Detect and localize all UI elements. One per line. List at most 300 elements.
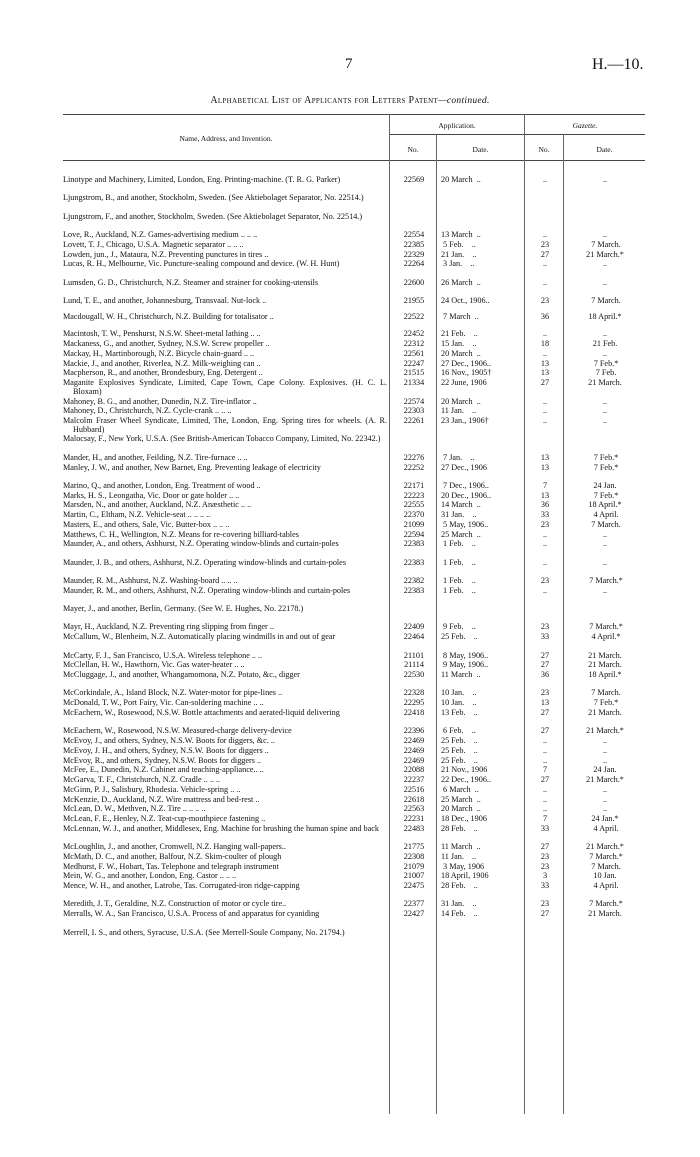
applicant-text: Maunder, A., and others, Ashhurst, N.Z. Operating window-blinds and curtain-poles <box>63 539 339 549</box>
applicant-entry <box>63 805 387 814</box>
applicant-text: Maunder, R. M., Ashhurst, N.Z. Washing-board .. .. .. <box>63 576 238 586</box>
application-number: 21515 <box>403 368 425 378</box>
application-number: 21334 <box>403 378 425 388</box>
gazette-date: 7 March. <box>589 239 621 249</box>
gazette-date: 21 March. <box>588 378 622 388</box>
gazette-number: 13 <box>540 462 550 472</box>
applicant-entry <box>63 330 387 339</box>
gazette-number: 27 <box>540 726 550 736</box>
applicant-entry <box>63 737 387 746</box>
applicant-entry <box>63 340 387 349</box>
applicant-text: McEachern, W., Rosewood, N.S.W. Measured-charge delivery-device <box>63 726 292 736</box>
application-number: 22264 <box>403 259 425 269</box>
applicant-text: Marks, H. S., Leongatha, Vic. Door or gate holder .. .. <box>63 490 240 500</box>
gazette-date: 21 March. <box>588 909 622 919</box>
application-date: 5 Feb. .. <box>441 239 476 249</box>
applicant-entry <box>63 464 387 473</box>
applicant-text: Mackie, J., and another, Riverlea, N.Z. Milk-weighing can .. <box>63 358 261 368</box>
applicant-text: McGarva, T. F., Christchurch, N.Z. Cradle .. .. .. <box>63 775 221 784</box>
gazette-number: .. <box>542 406 548 416</box>
gazette-date: 24 Jan.* <box>591 814 619 823</box>
application-date: 15 Jan. .. <box>441 339 477 349</box>
applicant-entry <box>63 297 387 306</box>
application-date: 25 March .. <box>441 529 481 539</box>
application-number: 22223 <box>403 490 425 500</box>
gazette-date: .. <box>602 416 608 426</box>
gazette-number: 7 <box>542 814 548 823</box>
application-number: 21007 <box>403 871 425 881</box>
application-number: 22483 <box>403 823 425 833</box>
applicant-text: Maunder, J. B., and others, Ashhurst, N.Z. Operating window-blinds and curtain-poles <box>63 557 347 567</box>
application-date: 28 Feb. .. <box>441 823 478 833</box>
gazette-number: .. <box>542 277 548 287</box>
gazette-date: 21 March. <box>588 650 622 660</box>
application-number: 22383 <box>403 585 425 595</box>
page-title-main: Alphabetical List of Applicants for Letters Patent <box>210 95 439 106</box>
gazette-date: 7 March.* <box>587 899 623 909</box>
application-number: 22563 <box>403 804 425 814</box>
applicant-text: Marino, Q., and another, London, Eng. Treatment of wood .. <box>63 480 261 490</box>
gazette-date: 7 March. <box>589 861 621 871</box>
table-row <box>0 194 700 212</box>
gazette-number: .. <box>542 794 548 804</box>
applicant-entry <box>63 454 387 463</box>
application-number: 22385 <box>403 239 425 249</box>
gazette-date: .. <box>602 396 608 406</box>
applicant-entry <box>63 929 387 938</box>
gazette-date: 4 April. <box>591 510 619 520</box>
gazette-date: 7 Feb.* <box>591 490 619 500</box>
column-header-gazette: Gazette. <box>572 121 598 130</box>
gazette-date: .. <box>602 745 608 755</box>
application-number: 22261 <box>403 416 425 426</box>
applicant-entry <box>63 587 387 596</box>
applicant-text: Medhurst, F. W., Hobart, Tas. Telephone and telegraph instrument <box>63 861 279 871</box>
table-row <box>0 605 700 623</box>
application-number: 22312 <box>403 339 425 349</box>
gazette-number: .. <box>542 585 548 595</box>
applicant-entry <box>63 260 387 269</box>
gazette-number: 33 <box>540 881 550 891</box>
applicant-entry <box>63 231 387 240</box>
application-date: 14 March .. <box>441 500 481 510</box>
applicant-entry <box>63 531 387 540</box>
applicant-entry <box>63 213 387 222</box>
applicant-text: McClellan, H. W., Hawthorn, Vic. Gas water-heater .. .. <box>63 660 245 670</box>
gazette-number: 7 <box>542 480 548 490</box>
gazette-number: 36 <box>540 670 550 680</box>
application-date: 23 Jan., 1906† <box>441 416 489 426</box>
header-mid-rule <box>390 134 645 135</box>
applicant-entry <box>63 689 387 698</box>
applicant-text: Lowden, jun., J., Mataura, N.Z. Preventing punctures in tires .. <box>63 249 269 259</box>
applicant-entry <box>63 727 387 736</box>
header-top-rule <box>63 114 645 115</box>
gazette-number: 23 <box>540 519 550 529</box>
application-date: 25 Feb. .. <box>441 755 478 765</box>
gazette-number: .. <box>542 396 548 406</box>
application-date: 20 March .. <box>441 396 481 406</box>
application-number: 22383 <box>403 539 425 549</box>
gazette-number: .. <box>542 804 548 814</box>
gazette-number: 27 <box>540 775 550 784</box>
application-date: 9 May, 1906.. <box>441 660 489 670</box>
gazette-number: .. <box>542 755 548 765</box>
application-date: 11 Jan. .. <box>441 406 477 416</box>
application-date: 11 March .. <box>441 842 481 852</box>
application-number: 22469 <box>403 745 425 755</box>
gazette-date: .. <box>602 736 608 745</box>
application-date: 21 Feb. .. <box>441 329 478 339</box>
application-date: 28 Feb. .. <box>441 881 478 891</box>
applicant-entry <box>63 313 387 322</box>
applicant-text: Meredith, J. T., Geraldine, N.Z. Construction of motor or cycle tire.. <box>63 899 287 909</box>
gazette-date: 7 Feb.* <box>591 698 619 708</box>
application-number: 22383 <box>403 557 425 567</box>
gazette-number: 33 <box>540 632 550 642</box>
applicant-text: McLean, F. E., Henley, N.Z. Teat-cup-mouthpiece fastening .. <box>63 814 266 823</box>
gazette-date: .. <box>602 259 608 269</box>
gazette-number: 33 <box>540 823 550 833</box>
application-date: 21 Jan. .. <box>441 249 477 259</box>
page-number: 7 <box>345 56 353 72</box>
applicant-entry <box>63 577 387 586</box>
gazette-date: .. <box>602 329 608 339</box>
gazette-number: 23 <box>540 688 550 698</box>
gazette-number: 13 <box>540 368 550 378</box>
application-date: 20 March .. <box>441 175 481 184</box>
gazette-date: 7 March.* <box>587 622 623 632</box>
table-row <box>0 279 700 297</box>
applicant-entry <box>63 815 387 824</box>
gazette-number: 33 <box>540 510 550 520</box>
gazette-number: 7 <box>542 765 548 775</box>
application-date: 27 Dec., 1906 <box>441 462 487 472</box>
applicant-text: Maganite Explosives Syndicate, Limited, Cape Town, Cape Colony. Explosives. (H. C. L. Bloxam) <box>63 378 387 396</box>
column-header-application: Application. <box>438 121 476 130</box>
application-number: 22469 <box>403 755 425 765</box>
application-number: 22252 <box>403 462 425 472</box>
gazette-date: 18 April.* <box>588 670 622 680</box>
applicant-entry <box>63 511 387 520</box>
applicant-entry <box>63 863 387 872</box>
table-row <box>0 559 700 577</box>
gazette-number: 13 <box>540 490 550 500</box>
gazette-date: .. <box>602 348 608 358</box>
applicant-text: Merralls, W. A., San Francisco, U.S.A. Process of and apparatus for cyaniding <box>63 909 320 919</box>
application-number: 21099 <box>403 519 425 529</box>
gazette-number: 27 <box>540 842 550 852</box>
applicant-entry <box>63 623 387 632</box>
gazette-date: .. <box>602 277 608 287</box>
applicant-entry <box>63 661 387 670</box>
applicant-text: McLoughlin, J., and another, Cromwell, N.Z. Hanging wall-papers.. <box>63 842 286 852</box>
page-title-continued: —continued. <box>438 96 490 106</box>
application-date: 26 March .. <box>441 277 481 287</box>
application-date: 3 May, 1906 <box>441 861 485 871</box>
application-date: 1 Feb. .. <box>441 576 476 586</box>
application-number: 21955 <box>403 295 425 305</box>
applicant-text: McLean, D. W., Methven, N.Z. Tire .. .. .. .. <box>63 804 206 814</box>
application-number: 21114 <box>404 660 424 670</box>
table-row <box>0 417 700 435</box>
applicant-entry <box>63 796 387 805</box>
application-date: 7 March .. <box>441 311 479 321</box>
application-number: 22475 <box>403 881 425 891</box>
column-header-gazette-no: No. <box>538 145 550 154</box>
application-date: 6 Feb. .. <box>441 726 476 736</box>
gazette-number: 23 <box>540 851 550 861</box>
column-header-gazette-date: Date. <box>596 145 613 154</box>
applicant-entry <box>63 872 387 881</box>
application-date: 10 Jan. .. <box>441 698 477 708</box>
gazette-number: 23 <box>540 861 550 871</box>
gazette-number: .. <box>542 736 548 745</box>
column-header-app-date: Date. <box>472 145 489 154</box>
applicant-text: Malcolm Fraser Wheel Syndicate, Limited, The, London, Eng. Spring tires for wheels. (A. R. Hubbard) <box>63 416 387 434</box>
table-row <box>0 435 700 453</box>
gazette-date: 7 March. <box>589 688 621 698</box>
applicant-text: McCallum, W., Blenheim, N.Z. Automatically placing windmills in and out of gear <box>63 632 336 642</box>
table-row <box>0 709 700 727</box>
gazette-date: .. <box>602 755 608 765</box>
application-number: 22303 <box>403 406 425 416</box>
application-date: 11 March .. <box>441 670 481 680</box>
applicant-text: McCorkindale, A., Island Block, N.Z. Water-motor for pipe-lines .. <box>63 688 283 698</box>
gazette-date: 24 Jan. <box>593 765 617 775</box>
applicant-entry <box>63 398 387 407</box>
application-number: 22396 <box>403 726 425 736</box>
table-row <box>0 929 700 947</box>
gazette-date: .. <box>602 230 608 240</box>
gazette-number: .. <box>542 416 548 426</box>
applicant-entry <box>63 251 387 260</box>
application-number: 22247 <box>403 358 425 368</box>
application-number: 21775 <box>403 842 425 852</box>
application-date: 1 Feb. .. <box>441 557 476 567</box>
gazette-date: 21 March.* <box>586 249 624 259</box>
application-number: 22231 <box>403 814 425 823</box>
table-row <box>0 379 700 397</box>
applicant-entry <box>63 482 387 491</box>
applicant-entry <box>63 194 387 203</box>
application-number: 22418 <box>403 707 425 717</box>
gazette-date: 21 March. <box>588 660 622 670</box>
applicant-text: Mence, W. H., and another, Latrobe, Tas. Corrugated-iron ridge-capping <box>63 881 300 891</box>
gazette-number: 27 <box>540 909 550 919</box>
application-number: 22295 <box>403 698 425 708</box>
applicant-text: McCarty, F. J., San Francisco, U.S.A. Wireless telephone .. .. <box>63 650 263 660</box>
application-number: 22171 <box>403 480 425 490</box>
application-date: 20 March .. <box>441 804 481 814</box>
application-date: 7 Jan. .. <box>441 452 475 462</box>
gazette-date: 4 April.* <box>589 632 621 642</box>
gazette-number: 27 <box>540 378 550 388</box>
gazette-date: .. <box>602 804 608 814</box>
applicant-entry <box>63 699 387 708</box>
application-date: 13 March .. <box>441 230 481 240</box>
application-number: 22554 <box>403 230 425 240</box>
application-number: 22555 <box>403 500 425 510</box>
gazette-date: 7 March. <box>589 519 621 529</box>
gazette-date: .. <box>602 539 608 549</box>
application-number: 22594 <box>403 529 425 539</box>
applicant-text: Linotype and Machinery, Limited, London, Eng. Printing-machine. (T. R. G. Parker) <box>63 175 341 184</box>
applicant-text: Matthews, C. H., Wellington, N.Z. Means for re-covering billiard-tables <box>63 529 299 539</box>
applicant-entry <box>63 407 387 416</box>
applicant-entry <box>63 417 387 434</box>
gazette-number: 27 <box>540 249 550 259</box>
gazette-date: .. <box>602 794 608 804</box>
gazette-date: 7 Feb. <box>593 368 617 378</box>
table-row <box>0 176 700 194</box>
application-number: 22452 <box>403 329 425 339</box>
applicant-text: Lucas, R. H., Melbourne, Vic. Puncture-sealing compound and device. (W. H. Hunt) <box>63 259 340 269</box>
gazette-date: 18 April.* <box>588 311 622 321</box>
application-date: 25 March .. <box>441 794 481 804</box>
applicant-entry <box>63 501 387 510</box>
table-row <box>0 882 700 900</box>
applicant-text: Mackaness, G., and another, Sydney, N.S.W. Screw propeller .. <box>63 339 270 349</box>
application-date: 1 Feb. .. <box>441 585 476 595</box>
application-number: 22522 <box>403 311 425 321</box>
gazette-number: .. <box>542 539 548 549</box>
applicant-text: Martin, C., Eltham, N.Z. Vehicle-seat .. .. .. .. <box>63 510 211 520</box>
gazette-number: 13 <box>540 698 550 708</box>
table-row <box>0 587 700 605</box>
application-number: 22469 <box>403 736 425 745</box>
applicant-text: Macintosh, T. W., Penshurst, N.S.W. Sheet-metal lathing .. .. <box>63 329 261 339</box>
applicant-entry <box>63 671 387 680</box>
applicant-entry <box>63 492 387 501</box>
application-date: 3 Jan. .. <box>441 259 475 269</box>
document-code: H.—10. <box>592 56 644 73</box>
application-date: 31 Jan. .. <box>441 510 477 520</box>
gazette-number: .. <box>542 175 548 184</box>
gazette-number: .. <box>542 745 548 755</box>
application-date: 8 May, 1906.. <box>441 650 489 660</box>
gazette-date: 24 Jan. <box>593 480 617 490</box>
table-row <box>0 297 700 307</box>
gazette-number: 18 <box>540 339 550 349</box>
application-date: 9 Feb. .. <box>441 622 476 632</box>
application-date: 21 Nov., 1906 <box>441 765 488 775</box>
application-date: 24 Oct., 1906.. <box>441 295 490 305</box>
applicant-text: Ljungstrom, B., and another, Stockholm, Sweden. (See Aktiebolaget Separator, No. 22514.) <box>63 193 364 203</box>
applicant-text: Mein, W. G., and another, London, Eng. Castor .. .. .. <box>63 871 237 881</box>
application-date: 25 Feb. .. <box>441 632 478 642</box>
application-number: 21101 <box>403 650 425 660</box>
applicant-entry <box>63 360 387 369</box>
applicant-text: Lovett, T. J., Chicago, U.S.A. Magnetic separator .. .. .. <box>63 239 244 249</box>
applicant-entry <box>63 176 387 185</box>
applicant-text: Lund, T. E., and another, Johannesburg, Transvaal. Nut-lock .. <box>63 295 267 305</box>
gazette-date: .. <box>602 529 608 539</box>
applicant-text: Macpherson, R., and another, Brondesbury, Eng. Detergent .. <box>63 368 263 378</box>
application-date: 11 Jan. .. <box>441 851 477 861</box>
gazette-date: 21 March.* <box>586 726 624 736</box>
applicant-entry <box>63 521 387 530</box>
gazette-date: .. <box>602 784 608 794</box>
application-number: 22574 <box>403 396 425 406</box>
applicant-text: Malocsay, F., New York, U.S.A. (See British-American Tobacco Company, Limited, No. 22342.) <box>63 434 381 444</box>
application-date: 14 Feb. .. <box>441 909 478 919</box>
gazette-number: 13 <box>540 452 550 462</box>
table-row <box>0 260 700 278</box>
gazette-number: 27 <box>540 660 550 670</box>
table-row <box>0 213 700 231</box>
gazette-number: 23 <box>540 295 550 305</box>
applicant-entry <box>63 853 387 862</box>
application-number: 22237 <box>403 775 425 784</box>
applicant-text: Ljungstrom, F., and another, Stockholm, Sweden. (See Aktiebolaget Separator, No. 22514.) <box>63 211 363 221</box>
gazette-number: 3 <box>542 871 548 881</box>
gazette-number: 13 <box>540 358 550 368</box>
gazette-number: .. <box>542 529 548 539</box>
gazette-date: 21 March.* <box>586 842 624 852</box>
applicant-entry <box>63 900 387 909</box>
application-number: 22561 <box>403 348 425 358</box>
application-number: 22427 <box>403 909 425 919</box>
application-date: 10 Jan. .. <box>441 688 477 698</box>
applicant-text: McMath, D. C., and another, Balfour, N.Z. Skim-coulter of plough <box>63 851 282 861</box>
application-date: 20 March .. <box>441 348 481 358</box>
application-date: 31 Jan. .. <box>441 899 477 909</box>
table-row <box>0 825 700 843</box>
applicant-entry <box>63 910 387 919</box>
application-date: 22 Dec., 1906.. <box>441 775 492 784</box>
applicant-text: Maunder, R. M., and others, Ashhurst, N.Z. Operating window-blinds and curtain-poles <box>63 585 351 595</box>
application-number: 22409 <box>403 622 425 632</box>
application-date: 20 Dec., 1906.. <box>441 490 492 500</box>
application-number: 22600 <box>403 277 425 287</box>
applicant-text: Masters, E., and others, Sale, Vic. Butter-box .. .. .. <box>63 519 230 529</box>
applicant-entry <box>63 652 387 661</box>
application-date: 22 June, 1906 <box>441 378 487 388</box>
applicant-entry <box>63 882 387 891</box>
applicant-entry <box>63 825 387 834</box>
application-number: 22377 <box>403 899 425 909</box>
applicant-text: McEvoy, R., and others, Sydney, N.S.W. Boots for diggers .. <box>63 755 262 765</box>
gazette-date: .. <box>602 557 608 567</box>
application-number: 22516 <box>403 784 425 794</box>
applicant-text: Marsden, N., and another, Auckland, N.Z. Anæsthetic .. .. <box>63 500 252 510</box>
gazette-number: .. <box>542 230 548 240</box>
table-row <box>0 671 700 689</box>
column-header-name: Name, Address, and Invention. <box>179 134 273 143</box>
applicant-entry <box>63 776 387 785</box>
application-date: 7 Dec., 1906.. <box>441 480 489 490</box>
application-date: 27 Dec., 1906.. <box>441 358 492 368</box>
column-header-app-no: No. <box>407 145 419 154</box>
applicant-entry <box>63 350 387 359</box>
table-row <box>0 464 700 482</box>
gazette-date: 21 Feb. <box>592 339 618 349</box>
applicant-text: Mahoney, D., Christchurch, N.Z. Cycle-crank .. .. .. <box>63 406 232 416</box>
applicant-entry <box>63 709 387 718</box>
applicant-text: Mackay, H., Martinborough, N.Z. Bicycle chain-guard .. .. <box>63 348 255 358</box>
applicant-entry <box>63 786 387 795</box>
gazette-date: 7 Feb.* <box>591 452 619 462</box>
table-row <box>0 540 700 558</box>
application-number: 22088 <box>403 765 425 775</box>
gazette-date: 7 March.* <box>587 851 623 861</box>
applicant-entry <box>63 559 387 568</box>
gazette-number: 23 <box>540 899 550 909</box>
application-date: 16 Nov., 1905† <box>441 368 492 378</box>
gazette-date: 7 Feb.* <box>591 358 619 368</box>
applicant-text: McEvoy, J., and others, Sydney, N.S.W. Boots for diggers, &c. .. <box>63 736 275 745</box>
